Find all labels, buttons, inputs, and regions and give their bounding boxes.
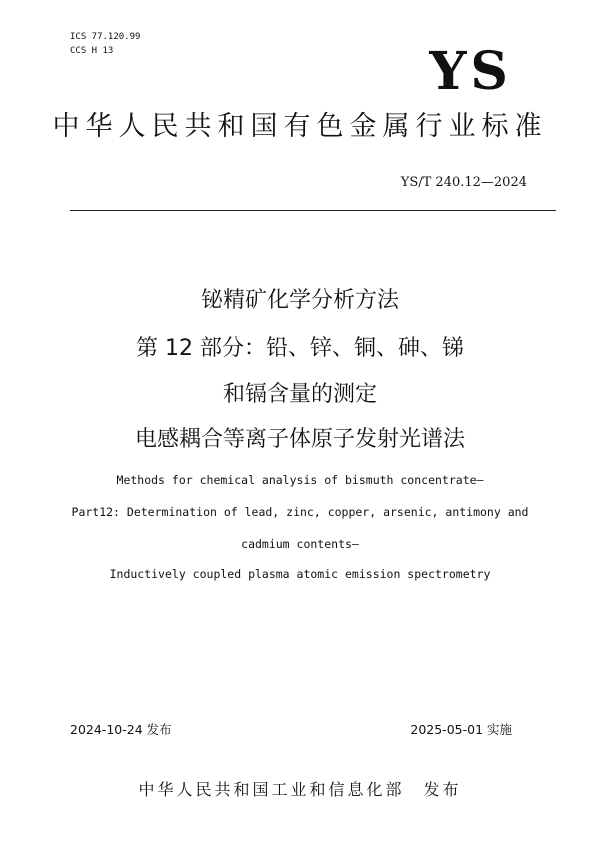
title-cn-line-4: 电感耦合等离子体原子发射光谱法 bbox=[134, 427, 465, 452]
title-cn-line-2: 第 12 部分：铅、锌、铜、砷、锑 bbox=[136, 336, 464, 361]
title-en-line-1: Methods for chemical analysis of bismuth concentrate— bbox=[116, 473, 484, 487]
title-cn-line-3: 和镉含量的测定 bbox=[222, 382, 377, 407]
ics-code: ICS 77.120.99 bbox=[70, 32, 141, 42]
header-divider bbox=[70, 210, 556, 211]
title-en-line-2: Part12: Determination of lead, zinc, copper, arsenic, antimony and bbox=[71, 505, 529, 519]
ys-logo: YS bbox=[429, 41, 512, 102]
implementation-date: 2025-05-01 实施 bbox=[410, 722, 512, 737]
title-en-line-3: cadmium contents— bbox=[241, 537, 359, 551]
organization-title: 中华人民共和国有色金属行业标准 bbox=[52, 111, 548, 142]
ccs-code: CCS H 13 bbox=[70, 46, 114, 56]
issuing-authority: 中华人民共和国工业和信息化部 发布 bbox=[138, 780, 462, 799]
standard-number: YS/T 240.12—2024 bbox=[400, 175, 527, 190]
title-cn-line-1: 铋精矿化学分析方法 bbox=[200, 288, 399, 313]
issue-date: 2024-10-24 发布 bbox=[70, 722, 172, 737]
title-en-line-4: Inductively coupled plasma atomic emission spectrometry bbox=[109, 567, 491, 581]
classification-codes bbox=[70, 30, 140, 58]
